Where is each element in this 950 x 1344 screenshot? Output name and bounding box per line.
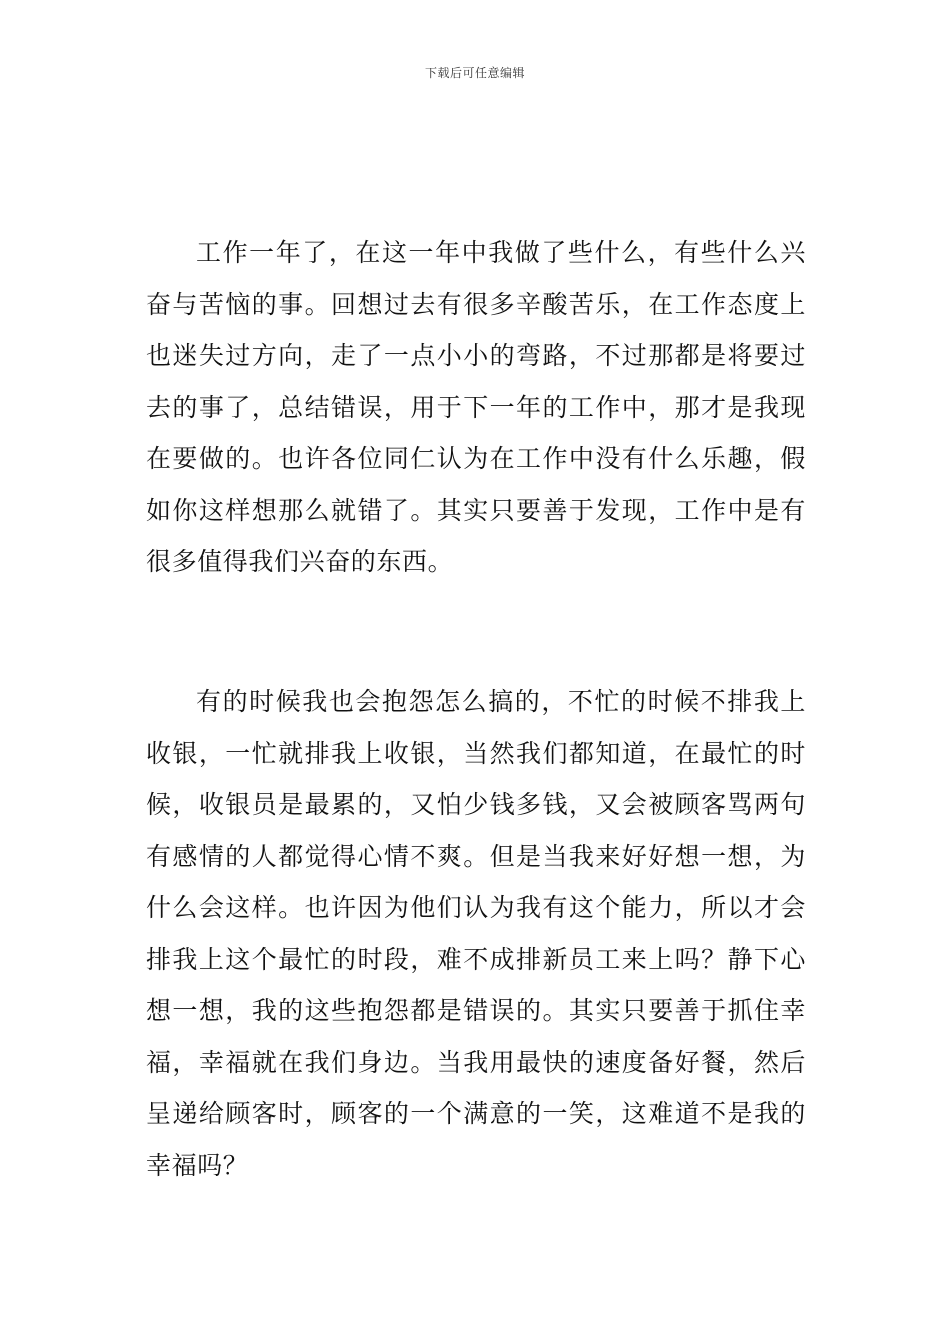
header-note: 下载后可任意编辑 bbox=[424, 66, 525, 80]
paragraph-2: 有的时候我也会抱怨怎么搞的，不忙的时候不排我上收银，一忙就排我上收银，当然我们都知道，在最忙的时候，收银员是最累的，又怕少钱多钱，又会被顾客骂两句有感情的人都觉得心情不爽。但是当我来好好想一想，为什么会这样。也许因为他们认为我有这个能力，所以才会排我上这个最忙的时段，难不成排新员工来上吗？静下心想一想，我的这些抱怨都是错误的。其实只要善于抓住幸福，幸福就在我们身边。当我用最快的速度备好餐，然后呈递给顾客时，顾客的一个满意的一笑，这难道不是我的幸福吗？ bbox=[146, 687, 806, 1180]
paragraph-1: 工作一年了，在这一年中我做了些什么，有些什么兴奋与苦恼的事。回想过去有很多辛酸苦乐，在工作态度上也迷失过方向，走了一点小小的弯路，不过那都是将要过去的事了，总结错误，用于下一年的工作中，那才是我现在要做的。也许各位同仁认为在工作中没有什么乐趣，假如你这样想那么就错了。其实只要善于发现，工作中是有很多值得我们兴奋的东西。 bbox=[146, 238, 806, 576]
